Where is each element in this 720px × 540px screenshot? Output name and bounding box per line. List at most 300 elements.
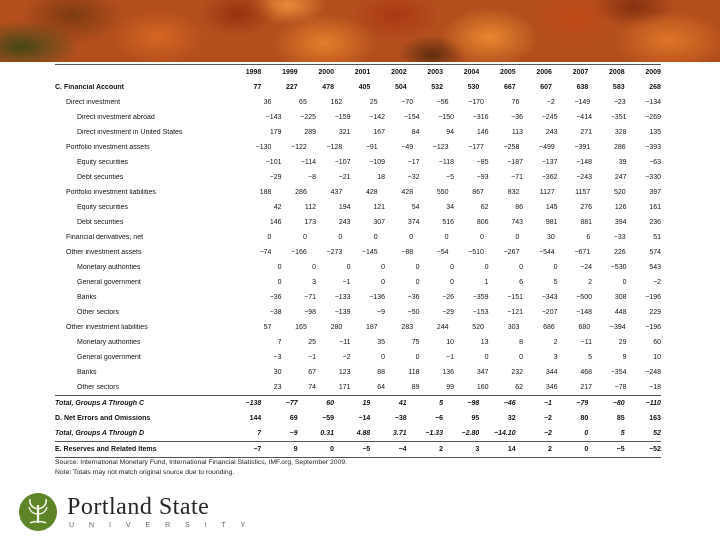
cell-value: 144 (249, 415, 262, 422)
cell-value: 0 (415, 279, 420, 286)
cell-value: 77 (253, 84, 262, 91)
cell-value: −530 (610, 264, 627, 271)
row-label: Direct investment in United States (77, 129, 183, 136)
cell-value: 42 (273, 204, 282, 211)
cell-value: −245 (541, 114, 558, 121)
cell-value: −196 (645, 324, 662, 331)
cell-value: −187 (507, 159, 523, 166)
cell-value: −9 (377, 309, 385, 316)
table-row (55, 335, 661, 350)
cell-value: 34 (446, 204, 454, 211)
cell-value: 574 (649, 249, 662, 256)
cell-value: −54 (436, 249, 449, 256)
cell-value: 121 (373, 204, 385, 211)
cell-value: 286 (613, 144, 626, 151)
cell-value: 3 (553, 354, 558, 361)
rounding-note: Note: Totals may not match original source due to rounding. (55, 469, 235, 476)
table-row (55, 380, 661, 395)
cell-value: 10 (446, 339, 454, 346)
cell-value: 686 (543, 324, 555, 331)
cell-value: −343 (541, 294, 558, 301)
cell-value: −14 (358, 415, 371, 422)
cell-value: 2 (588, 279, 592, 286)
cell-value: −123 (432, 144, 449, 151)
cell-value: −4 (398, 446, 407, 453)
cell-value: 303 (507, 324, 520, 331)
cell-value: 6 (519, 279, 523, 286)
cell-value: 3.71 (393, 430, 407, 437)
cell-value: 532 (431, 84, 443, 91)
table-row (55, 245, 661, 260)
cell-value: −154 (403, 114, 420, 121)
cell-value: 112 (304, 204, 316, 211)
cell-value: −5 (362, 446, 371, 453)
year-header: 2000 (318, 69, 334, 76)
cell-value: 347 (476, 369, 489, 376)
cell-value: 35 (377, 339, 385, 346)
cell-value: 5 (439, 400, 443, 407)
cell-value: 25 (308, 339, 316, 346)
psu-logo (18, 492, 252, 532)
cell-value: −151 (507, 294, 523, 301)
cell-value: −52 (649, 446, 661, 453)
cell-value: −77 (285, 400, 298, 407)
cell-value: 0 (415, 264, 420, 271)
row-label: Portfolio investment liabilities (66, 189, 156, 196)
year-header: 2007 (572, 69, 589, 76)
cell-value: 64 (377, 384, 385, 391)
cell-value: 520 (613, 189, 626, 196)
row-label: Monetary authorities (77, 264, 141, 271)
cell-value: 13 (480, 339, 489, 346)
cell-value: −107 (334, 159, 351, 166)
cell-value: 667 (503, 84, 516, 91)
cell-value: 167 (373, 129, 385, 136)
cell-value: 32 (507, 415, 516, 422)
cell-value: 69 (289, 415, 298, 422)
cell-value: 2 (439, 446, 443, 453)
cell-value: −2 (546, 99, 555, 106)
cell-value: 188 (259, 189, 272, 196)
table-body (55, 80, 661, 457)
cell-value: −1 (446, 354, 454, 361)
cell-value: −71 (511, 174, 523, 181)
cell-value: 607 (540, 84, 552, 91)
cell-value: 0 (373, 234, 378, 241)
cell-value: −122 (291, 144, 307, 151)
table-row (55, 290, 661, 305)
cell-value: −148 (576, 159, 592, 166)
cell-value: −49 (401, 144, 414, 151)
table-row (55, 155, 661, 170)
cell-value: −153 (472, 309, 489, 316)
cell-value: 243 (545, 129, 558, 136)
cell-value: 0 (277, 264, 282, 271)
cell-value: 85 (616, 415, 625, 422)
table-row (55, 80, 661, 95)
cell-value: 3 (475, 446, 480, 453)
cell-value: 145 (545, 204, 558, 211)
cell-value: 530 (467, 84, 480, 91)
cell-value: 76 (511, 99, 520, 106)
cell-value: 504 (394, 84, 407, 91)
cell-value: 54 (411, 204, 420, 211)
cell-value: 0 (409, 234, 414, 241)
cell-value: 62 (515, 384, 523, 391)
cell-value: 0 (553, 264, 558, 271)
cell-value: 62 (480, 204, 489, 211)
cell-value: 405 (358, 84, 371, 91)
cell-value: −139 (334, 309, 351, 316)
row-label: C. Financial Account (55, 84, 124, 91)
cell-value: 9 (293, 446, 298, 453)
year-header: 1998 (245, 69, 262, 76)
row-label: E. Reserves and Related Items (55, 446, 157, 453)
cell-value: 160 (476, 384, 489, 391)
table-row (55, 426, 661, 441)
cell-value: −5 (616, 446, 625, 453)
cell-value: 0 (484, 354, 489, 361)
cell-value: −26 (442, 294, 454, 301)
cell-value: 94 (446, 129, 454, 136)
row-label: Other investment assets (66, 249, 142, 256)
cell-value: 165 (295, 324, 307, 331)
table-row (55, 350, 661, 365)
cell-value: −196 (645, 294, 661, 301)
cell-value: 8 (519, 339, 523, 346)
cell-value: −148 (576, 309, 592, 316)
cell-value: −130 (255, 144, 272, 151)
cell-value: −2 (543, 430, 552, 437)
cell-value: −18 (649, 384, 661, 391)
cell-value: −500 (576, 294, 592, 301)
cell-value: 0 (381, 279, 385, 286)
row-label: Debt securities (77, 174, 124, 181)
cell-value: 30 (273, 369, 282, 376)
cell-value: −46 (503, 400, 516, 407)
cell-value: 229 (649, 309, 661, 316)
cell-value: 7 (277, 339, 282, 346)
cell-value: −5 (446, 174, 454, 181)
cell-value: 374 (407, 219, 420, 226)
cell-value: 84 (411, 129, 420, 136)
cell-value: −273 (326, 249, 343, 256)
cell-value: 30 (547, 234, 555, 241)
cell-value: −269 (645, 114, 661, 121)
cell-value: 550 (436, 189, 449, 196)
cell-value: 51 (653, 234, 662, 241)
row-label: Banks (77, 294, 97, 301)
cell-value: −207 (541, 309, 558, 316)
cell-value: −134 (645, 99, 662, 106)
cell-value: 0 (381, 354, 385, 361)
table-row (55, 140, 661, 155)
year-header: 2003 (427, 69, 443, 76)
cell-value: 307 (373, 219, 385, 226)
year-header: 2001 (354, 69, 371, 76)
cell-value: −114 (300, 159, 316, 166)
cell-value: −544 (539, 249, 555, 256)
cell-value: 5 (553, 279, 558, 286)
year-header: 2006 (536, 69, 552, 76)
cell-value: −21 (338, 174, 351, 181)
psu-logo-text (67, 495, 252, 529)
cell-value: 394 (614, 219, 627, 226)
cell-value: −71 (304, 294, 316, 301)
cell-value: −2.80 (461, 430, 480, 437)
row-label: Other sectors (77, 384, 120, 391)
table-row (55, 395, 661, 411)
cell-value: 680 (578, 324, 591, 331)
cell-value: 0 (584, 430, 589, 437)
row-label: Direct investment abroad (77, 114, 155, 121)
cell-value: −258 (503, 144, 520, 151)
cell-value: 516 (442, 219, 454, 226)
cell-value: 247 (614, 174, 627, 181)
cell-value: −1 (342, 279, 351, 286)
cell-value: 244 (436, 324, 449, 331)
cell-value: 65 (299, 99, 307, 106)
table-row (55, 110, 661, 125)
cell-value: 0 (338, 234, 343, 241)
cell-value: 0 (330, 446, 334, 453)
cell-value: 2 (553, 339, 558, 346)
cell-value: 194 (338, 204, 351, 211)
cell-value: 308 (614, 294, 627, 301)
cell-value: 448 (614, 309, 627, 316)
cell-value: −29 (442, 309, 454, 316)
cell-value: −137 (541, 159, 558, 166)
cell-value: 981 (545, 219, 558, 226)
cell-value: 23 (273, 384, 282, 391)
cell-value: 19 (362, 400, 371, 407)
year-header-row (55, 65, 661, 80)
cell-value: −177 (468, 144, 484, 151)
cell-value: −88 (401, 249, 414, 256)
cell-value: 60 (326, 400, 334, 407)
cell-value: 123 (338, 369, 351, 376)
cell-value: 0 (415, 354, 420, 361)
cell-value: 543 (649, 264, 661, 271)
cell-value: −36 (269, 294, 282, 301)
cell-value: 328 (614, 129, 627, 136)
cell-value: 0 (346, 264, 351, 271)
cell-value: 344 (545, 369, 558, 376)
cell-value: 6 (586, 234, 591, 241)
cell-value: 163 (649, 415, 661, 422)
cell-value: −14.10 (494, 430, 516, 437)
year-header: 2009 (645, 69, 661, 76)
cell-value: 638 (576, 84, 589, 91)
cell-value: −9 (289, 430, 298, 437)
cell-value: −170 (468, 99, 484, 106)
cell-value: 75 (411, 339, 420, 346)
cell-value: −78 (614, 384, 627, 391)
cell-value: 236 (649, 219, 661, 226)
year-header: 2004 (463, 69, 480, 76)
cell-value: 4.88 (356, 430, 371, 437)
cell-value: −354 (610, 369, 627, 376)
cell-value: −59 (322, 415, 334, 422)
cell-value: −98 (467, 400, 480, 407)
cell-value: −93 (476, 174, 489, 181)
cell-value: 179 (269, 129, 282, 136)
cell-value: −351 (610, 114, 627, 121)
cell-value: 743 (511, 219, 523, 226)
cell-value: 146 (269, 219, 282, 226)
cell-value: −145 (361, 249, 378, 256)
cell-value: −33 (613, 234, 626, 241)
row-label: Other sectors (77, 309, 120, 316)
cell-value: 437 (330, 189, 343, 196)
cell-value: −359 (472, 294, 489, 301)
cell-value: −38 (394, 415, 407, 422)
cell-value: −248 (645, 369, 661, 376)
cell-value: −330 (645, 174, 661, 181)
cell-value: −166 (291, 249, 307, 256)
cell-value: 478 (322, 84, 334, 91)
cell-value: 67 (308, 369, 316, 376)
table-row (55, 275, 661, 290)
cell-value: 0 (381, 264, 385, 271)
cell-value: 232 (511, 369, 523, 376)
autumn-foliage-banner-image (0, 0, 720, 62)
cell-value: 243 (338, 219, 351, 226)
cell-value: 29 (618, 339, 627, 346)
psu-university-name: Portland State (67, 494, 210, 520)
cell-value: −70 (401, 99, 414, 106)
cell-value: 86 (515, 204, 523, 211)
cell-value: 5 (620, 430, 625, 437)
cell-value: 135 (649, 129, 661, 136)
psu-tree-logo-icon (18, 492, 58, 532)
cell-value: 226 (613, 249, 626, 256)
cell-value: 14 (507, 446, 516, 453)
cell-value: 74 (308, 384, 316, 391)
cell-value: −362 (541, 174, 558, 181)
cell-value: 520 (472, 324, 484, 331)
cell-value: 268 (649, 84, 661, 91)
row-label: Direct investment (66, 99, 121, 106)
cell-value: 7 (257, 430, 262, 437)
cell-value: −267 (503, 249, 520, 256)
cell-value: 52 (653, 430, 661, 437)
financial-table (55, 64, 661, 458)
cell-value: 25 (369, 99, 378, 106)
cell-value: 161 (649, 204, 661, 211)
cell-value: 0 (267, 234, 272, 241)
cell-value: −6 (434, 415, 443, 422)
cell-value: −414 (576, 114, 592, 121)
table-row (55, 411, 661, 426)
cell-value: 173 (304, 219, 316, 226)
cell-value: −32 (407, 174, 420, 181)
cell-value: −24 (580, 264, 592, 271)
cell-value: 57 (263, 324, 272, 331)
cell-value: 0 (584, 446, 589, 453)
cell-value: 289 (304, 129, 316, 136)
cell-value: −118 (438, 159, 454, 166)
cell-value: 0 (450, 264, 454, 271)
cell-value: −2 (342, 354, 351, 361)
table-row (55, 125, 661, 140)
cell-value: 113 (511, 129, 523, 136)
cell-value: −2 (543, 415, 552, 422)
cell-value: −101 (265, 159, 282, 166)
cell-value: 0 (484, 264, 489, 271)
cell-value: 346 (545, 384, 558, 391)
cell-value: 36 (263, 99, 272, 106)
cell-value: −142 (369, 114, 385, 121)
cell-value: −17 (407, 159, 420, 166)
cell-value: −138 (245, 400, 262, 407)
cell-value: 468 (580, 369, 592, 376)
cell-value: 0 (622, 279, 627, 286)
cell-value: −36 (511, 114, 523, 121)
cell-value: 99 (446, 384, 454, 391)
cell-value: −225 (300, 114, 316, 121)
psu-university-subtitle: U N I V E R S I T Y (69, 522, 252, 529)
cell-value: −98 (304, 309, 316, 316)
cell-value: 171 (338, 384, 351, 391)
row-label: Total, Groups A Through D (55, 430, 145, 437)
cell-value: −79 (576, 400, 589, 407)
table-row (55, 230, 661, 245)
table-row (55, 365, 661, 380)
cell-value: −110 (645, 400, 661, 407)
cell-value: 0 (312, 264, 316, 271)
cell-value: −143 (265, 114, 282, 121)
cell-value: 0 (519, 354, 523, 361)
cell-value: 187 (366, 324, 378, 331)
cell-value: −11 (580, 339, 592, 346)
cell-value: 1 (484, 279, 489, 286)
cell-value: 9 (622, 354, 627, 361)
cell-value: −133 (334, 294, 351, 301)
table-row (55, 320, 661, 335)
cell-value: −1 (543, 400, 552, 407)
cell-value: 146 (476, 129, 489, 136)
cell-value: 0 (277, 279, 282, 286)
row-label: Equity securities (77, 159, 128, 166)
cell-value: −11 (339, 339, 351, 346)
table-row (55, 305, 661, 320)
cell-value: 136 (442, 369, 454, 376)
cell-value: 397 (649, 189, 662, 196)
cell-value: −2 (653, 279, 661, 286)
cell-value: 276 (580, 204, 592, 211)
cell-value: 162 (330, 99, 343, 106)
cell-value: 5 (588, 354, 592, 361)
cell-value: −109 (369, 159, 385, 166)
row-label: Total, Groups A Through C (55, 400, 145, 407)
cell-value: −121 (507, 309, 523, 316)
row-label: General government (77, 354, 141, 361)
cell-value: −149 (574, 99, 591, 106)
cell-value: 286 (295, 189, 307, 196)
cell-value: 126 (614, 204, 627, 211)
cell-value: 321 (338, 129, 351, 136)
cell-value: −136 (369, 294, 385, 301)
cell-value: 271 (580, 129, 592, 136)
cell-value: −150 (438, 114, 454, 121)
cell-value: 0 (515, 234, 520, 241)
cell-value: −38 (269, 309, 282, 316)
cell-value: −391 (574, 144, 591, 151)
cell-value: −56 (436, 99, 449, 106)
cell-value: −63 (649, 159, 661, 166)
cell-value: 428 (366, 189, 378, 196)
